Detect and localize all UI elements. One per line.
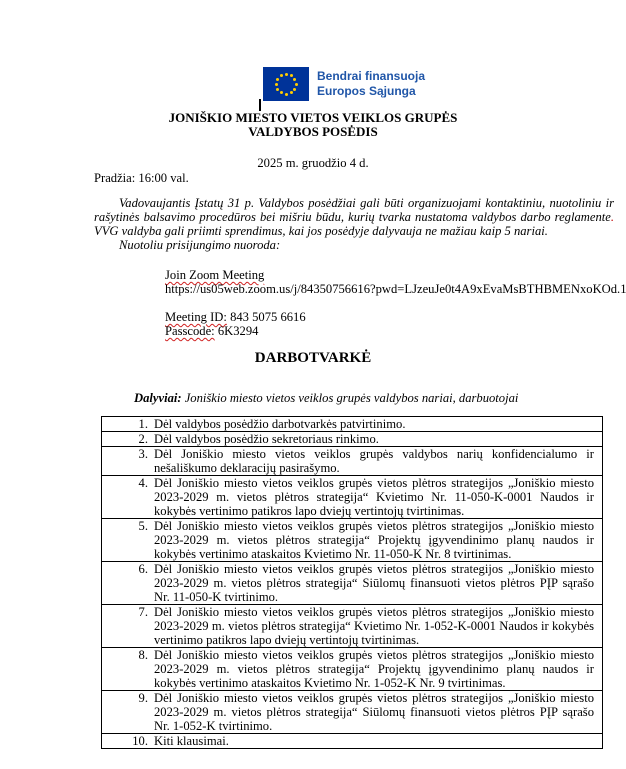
document-title-line-1: JONIŠKIO MIESTO VIETOS VEIKLOS GRUPĖS: [168, 110, 458, 125]
agenda-item-number: 5.: [138, 519, 148, 533]
agenda-cell: [102, 605, 603, 648]
agenda-cell: [102, 734, 603, 749]
intro-text-rest: VVG valdyba gali priimti sprendimus, kai jos posėdyje dalyvauja ne mažiau kaip 5 nariai.: [94, 224, 548, 238]
agenda-item: [102, 519, 594, 561]
agenda-item-text: Dėl Joniškio miesto vietos veiklos grupės vietos plėtros strategijos „Joniškio miesto 2023-2029 m. vietos plėtros strategija“ Kvietimo Nr. 1-052-K-0001 Naudos ir kokybės vertinimo patikros lapo dviejų vertintojų tvirtinimas.: [154, 605, 594, 647]
participants-text: Joniškio miesto vietos veiklos grupės valdybos nariai, darbuotojai: [181, 391, 519, 405]
agenda-cell: [102, 648, 603, 691]
logo-line-2: Europos Sąjunga: [317, 84, 416, 98]
agenda-row: [102, 417, 603, 432]
flag-star-icon: [276, 78, 279, 81]
agenda-row: [102, 691, 603, 734]
agenda-cell: [102, 447, 603, 476]
agenda-item: [102, 562, 594, 604]
remote-link-label: Nuotoliu prisijungimo nuoroda:: [119, 238, 281, 252]
agenda-item: [102, 476, 594, 518]
logo-line-1: Bendrai finansuoja: [317, 69, 426, 83]
agenda-item-text: Dėl Joniškio miesto vietos veiklos grupės vietos plėtros strategijos „Joniškio miesto 2023-2029 m. vietos plėtros strategija“ Siūlomų finansuoti vietos plėtros PĮP sąrašo Nr. 1-052-K tvirtinimo.: [154, 691, 594, 733]
agenda-item: [102, 432, 594, 446]
flag-star-icon: [280, 74, 283, 77]
agenda-row: [102, 476, 603, 519]
meeting-date: 2025 m. gruodžio 4 d.: [257, 156, 369, 170]
agenda-item-number: 4.: [138, 476, 148, 490]
flag-star-icon: [293, 78, 296, 81]
agenda-item: [102, 691, 594, 733]
agenda-item-text: Dėl valdybos posėdžio darbotvarkės patvirtinimo.: [154, 417, 406, 431]
agenda-item-number: 7.: [138, 605, 148, 619]
flag-star-icon: [293, 88, 296, 91]
agenda-item-number: 1.: [138, 417, 148, 431]
agenda-row: [102, 562, 603, 605]
agenda-item-number: 3.: [138, 447, 148, 461]
participants-line: [134, 391, 518, 406]
flag-star-icon: [275, 83, 278, 86]
agenda-cell: [102, 691, 603, 734]
logo-text: [317, 69, 425, 99]
zoom-url-link[interactable]: https://us05web.zoom.us/j/84350756616?pwd=LJzeuJe0t4A9xEvaMsBTHBMENxoKOd.1: [165, 282, 626, 296]
document-title-line-2: VALDYBOS POSĖDIS: [248, 124, 378, 139]
flag-star-icon: [295, 83, 298, 86]
meeting-id-value: 843 5075 6616: [230, 310, 306, 324]
flag-star-icon: [290, 91, 293, 94]
intro-section: [94, 196, 614, 252]
agenda-item-text: Dėl valdybos posėdžio sekretoriaus rinkimo.: [154, 432, 379, 446]
agenda-row: [102, 447, 603, 476]
agenda-item-text: Dėl Joniškio miesto vietos veiklos grupės vietos plėtros strategijos „Joniškio miesto 2023-2029 m. vietos plėtros strategija“ Siūlomų finansuoti vietos plėtros PĮP sąrašo Nr. 11-050-K tvirtinimo.: [154, 562, 594, 604]
flag-star-icon: [285, 93, 288, 96]
agenda-item-number: 8.: [138, 648, 148, 662]
agenda-cell: [102, 562, 603, 605]
agenda-cell: [102, 519, 603, 562]
flag-star-icon: [276, 88, 279, 91]
meeting-id-label: Meeting ID:: [165, 310, 227, 324]
participants-label: Dalyviai:: [134, 391, 182, 405]
passcode-label: Passcode:: [165, 324, 215, 338]
agenda-item-number: 10.: [132, 734, 148, 748]
agenda-item-text: Dėl Joniškio miesto vietos veiklos grupės vietos plėtros strategijos „Joniškio miesto 2023-2029 m. vietos plėtros strategija“ Projektų įgyvendinimo planų naudos ir kokybės vertinimo ataskaitos Kvietimo Nr. 1-052-K Nr. 9 tvirtinimas.: [154, 648, 594, 690]
agenda-item-text: Kiti klausimai.: [154, 734, 229, 748]
agenda-row: [102, 519, 603, 562]
agenda-item-text: Dėl Joniškio miesto vietos veiklos grupės vietos plėtros strategijos „Joniškio miesto 2023-2029 m. vietos plėtros strategija“ Kvietimo Nr. 11-050-K-0001 Naudos ir kokybės vertinimo patikros lapo dviejų vertintojų tvirtinimas.: [154, 476, 594, 518]
agenda-item-text: Dėl Joniškio miesto vietos veiklos grupės valdybos narių konfidencialumo ir nešališkumo deklaracijų pasirašymo.: [154, 447, 594, 475]
agenda-row: [102, 432, 603, 447]
agenda-title: DARBOTVARKĖ: [254, 350, 372, 366]
intro-text: Vadovaujantis Įstatų 31 p. Valdybos posėdžiai gali būti organizuojami kontaktiniu, nuotoliniu ir rašytinės balsavimo procedūros bei mišriu būdu, kurių tvarka nustatoma valdybos darbo reglamente: [94, 196, 614, 224]
agenda-cell: [102, 432, 603, 447]
agenda-item-number: 9.: [138, 691, 148, 705]
agenda-item: [102, 648, 594, 690]
meeting-start-time: Pradžia: 16:00 val.: [94, 171, 189, 185]
agenda-item: [102, 734, 594, 748]
agenda-item-text: Dėl Joniškio miesto vietos veiklos grupės vietos plėtros strategijos „Joniškio miesto 2023-2029 m. vietos plėtros strategija“ Projektų įgyvendinimo planų naudos ir kokybės vertinimo ataskaitos Kvietimo Nr. 11-050-K Nr. 8 tvirtinimas.: [154, 519, 594, 561]
agenda-item: [102, 447, 594, 475]
agenda-item: [102, 605, 594, 647]
zoom-join-label: Join Zoom Meeting: [165, 268, 265, 282]
agenda-row: [102, 605, 603, 648]
agenda-item: [102, 417, 594, 431]
zoom-details: [165, 268, 626, 338]
agenda-row: [102, 734, 603, 749]
eu-funding-logo: [263, 67, 443, 101]
agenda-table: [101, 416, 603, 749]
agenda-row: [102, 648, 603, 691]
flag-star-icon: [290, 74, 293, 77]
flag-star-icon: [280, 91, 283, 94]
agenda-cell: [102, 417, 603, 432]
intro-dot: .: [610, 210, 614, 224]
flag-star-icon: [285, 73, 288, 76]
intro-paragraph: [94, 196, 614, 238]
agenda-item-number: 2.: [138, 432, 148, 446]
passcode-value: 6K3294: [217, 324, 259, 338]
agenda-item-number: 6.: [138, 562, 148, 576]
eu-flag-icon: [263, 67, 309, 101]
agenda-cell: [102, 476, 603, 519]
